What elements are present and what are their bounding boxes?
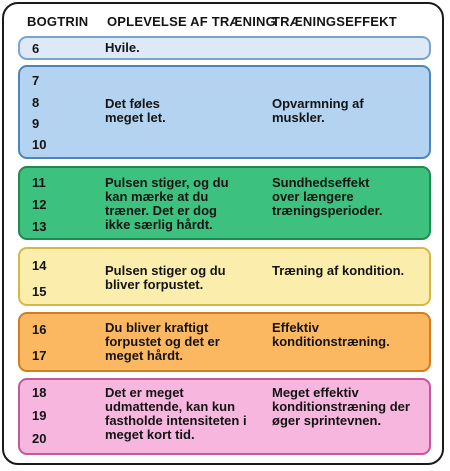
effect-line: over længere (272, 189, 354, 204)
level-number: 15 (32, 284, 47, 299)
effect-line: muskler. (272, 110, 325, 125)
experience-line: meget hårdt. (105, 348, 184, 363)
effect-line: Opvarmning af (272, 96, 364, 111)
level-number: 11 (32, 175, 46, 190)
experience-line: Pulsen stiger, og du (105, 175, 229, 190)
experience-line: Hvile. (105, 40, 140, 55)
level-number: 17 (32, 348, 47, 363)
header-level: BOGTRIN (27, 14, 89, 29)
experience-line: meget let. (105, 110, 166, 125)
effect-line: træningsperioder. (272, 203, 383, 218)
level-number: 12 (32, 197, 47, 212)
level-number: 7 (32, 73, 40, 88)
effect-line: konditionstræning der (272, 399, 410, 414)
level-number: 10 (32, 137, 47, 152)
experience-line: Det føles (105, 96, 160, 111)
level-number: 9 (32, 116, 40, 131)
experience-line: bliver forpustet. (105, 277, 204, 292)
experience-line: Du bliver kraftigt (105, 320, 209, 335)
level-number: 13 (32, 219, 47, 234)
level-number: 8 (32, 95, 40, 110)
experience-line: udmattende, kan kun (105, 399, 236, 414)
header-effect: TRÆNINGSEFFEKT (272, 14, 397, 29)
level-number: 18 (32, 385, 47, 400)
experience-line: træner. Det er dog (105, 203, 217, 218)
header-experience: OPLEVELSE AF TRÆNING (107, 14, 276, 29)
level-number: 6 (32, 41, 40, 56)
experience-line: Pulsen stiger og du (105, 263, 226, 278)
level-number: 19 (32, 408, 47, 423)
effect-line: Meget effektiv (272, 385, 359, 400)
experience-line: forpustet og det er (105, 334, 220, 349)
level-number: 20 (32, 431, 47, 446)
level-number: 16 (32, 322, 47, 337)
experience-line: kan mærke at du (105, 189, 209, 204)
experience-line: meget kort tid. (105, 427, 195, 442)
experience-line: ikke særlig hårdt. (105, 217, 213, 232)
effect-line: Træning af kondition. (272, 263, 405, 278)
effect-line: øger sprintevnen. (272, 413, 382, 428)
table-row (18, 65, 431, 159)
level-number: 14 (32, 258, 47, 273)
effect-line: Sundhedseffekt (272, 175, 370, 190)
effect-line: konditionstræning. (272, 334, 390, 349)
effect-line: Effektiv (272, 320, 319, 335)
experience-line: fastholde intensiteten i (105, 413, 247, 428)
experience-line: Det er meget (105, 385, 184, 400)
table-row (18, 36, 431, 60)
